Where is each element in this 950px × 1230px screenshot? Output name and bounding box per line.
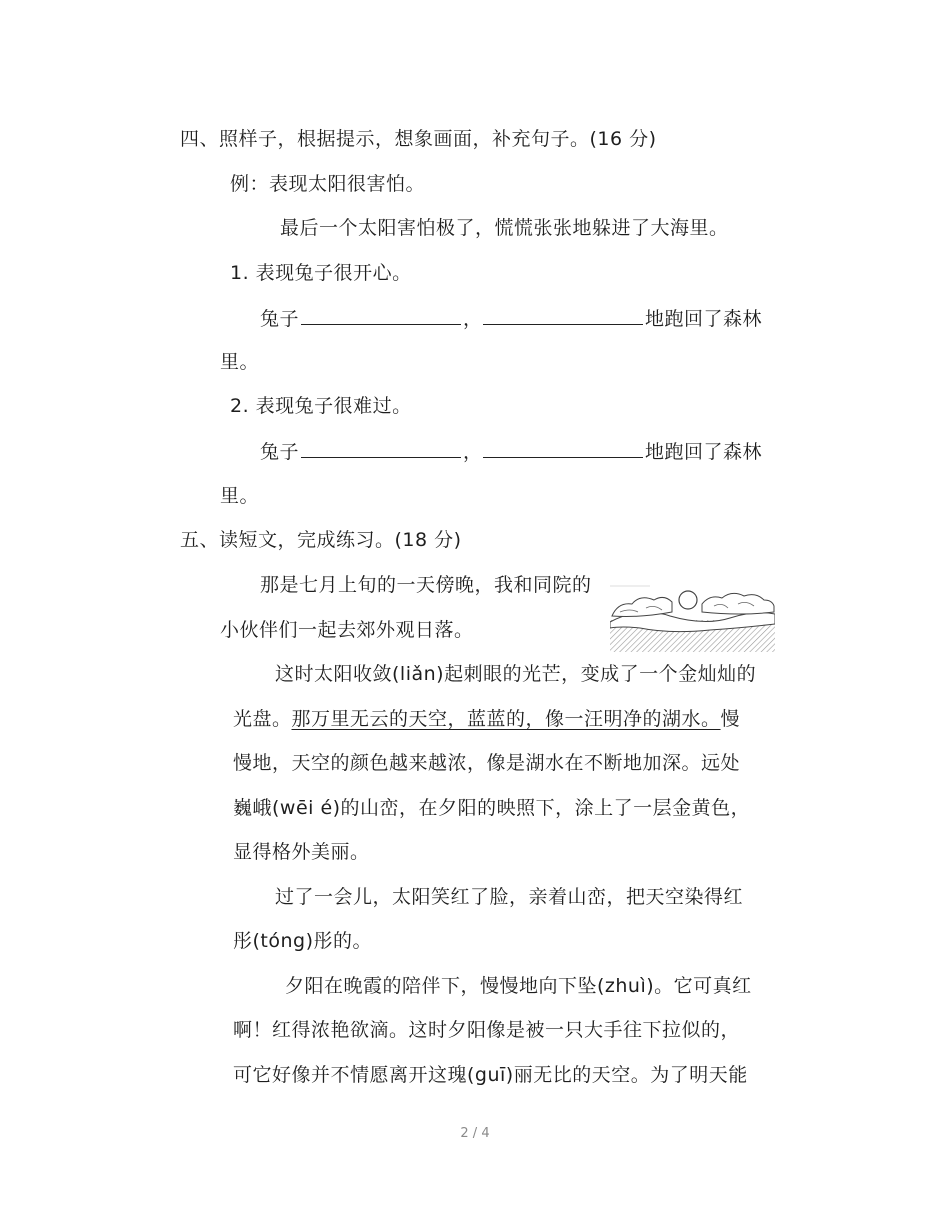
question1-wrap: 里。 xyxy=(220,351,260,373)
passage-p2-line2-pre: 光盘。 xyxy=(233,708,292,730)
question1-blank-2[interactable] xyxy=(483,306,643,325)
example-sentence: 最后一个太阳害怕极了，慌慌张张地躲进了大海里。 xyxy=(280,217,729,239)
passage-p1-line1: 那是七月上旬的一天傍晚，我和同院的 xyxy=(260,574,592,596)
passage-p2-line4: 巍峨(wēi é)的山峦，在夕阳的映照下，涂上了一层金黄色， xyxy=(233,797,751,819)
passage-p2-line5: 显得格外美丽。 xyxy=(233,841,370,863)
question2-blank-1[interactable] xyxy=(301,439,461,458)
question2-comma: ， xyxy=(463,441,483,463)
question2-start: 兔子 xyxy=(260,441,300,463)
question1-start: 兔子 xyxy=(260,308,300,330)
section5-heading: 五、读短文，完成练习。(18 分) xyxy=(180,529,462,551)
question2-answer-line xyxy=(260,439,762,464)
question1-blank-1[interactable] xyxy=(301,306,461,325)
question1-answer-line xyxy=(260,306,762,331)
question2-end: 地跑回了森林 xyxy=(645,441,763,463)
passage-p3-line1: 过了一会儿，太阳笑红了脸，亲着山峦，把天空染得红 xyxy=(275,886,744,908)
passage-p4-line2: 啊！红得浓艳欲滴。这时夕阳像是被一只大手往下拉似的， xyxy=(233,1019,741,1041)
question1-prompt: 1. 表现兔子很开心。 xyxy=(230,262,412,284)
passage-p4-line3: 可它好像并不情愿离开这瑰(guī)丽无比的天空。为了明天能 xyxy=(233,1064,748,1086)
passage-p3-line2: 彤(tóng)彤的。 xyxy=(233,930,373,952)
question2-prompt: 2. 表现兔子很难过。 xyxy=(230,395,412,417)
page-indicator: 2 / 4 xyxy=(460,1126,490,1141)
passage-p2-line2-post: 慢 xyxy=(720,708,741,730)
passage-p2-line1: 这时太阳收敛(liǎn)起刺眼的光芒，变成了一个金灿灿的 xyxy=(275,663,757,685)
question2-blank-2[interactable] xyxy=(483,439,643,458)
passage-p2-line2 xyxy=(233,707,740,731)
section4-heading: 四、照样子，根据提示，想象画面，补充句子。(16 分) xyxy=(180,128,657,150)
passage-p4-line1: 夕阳在晚霞的陪伴下，慢慢地向下坠(zhuì)。它可真红 xyxy=(285,975,752,997)
question2-wrap: 里。 xyxy=(220,485,260,507)
underlined-sentence: 那万里无云的天空，蓝蓝的，像一汪明净的湖水。 xyxy=(291,708,721,730)
question1-end: 地跑回了森林 xyxy=(645,308,763,330)
example-label: 例：表现太阳很害怕。 xyxy=(230,173,426,195)
question1-comma: ， xyxy=(463,308,483,330)
passage-p2-line3: 慢地，天空的颜色越来越浓，像是湖水在不断地加深。远处 xyxy=(233,752,741,774)
sunset-landscape-icon xyxy=(610,582,775,652)
passage-p1-line2: 小伙伴们一起去郊外观日落。 xyxy=(220,619,474,641)
